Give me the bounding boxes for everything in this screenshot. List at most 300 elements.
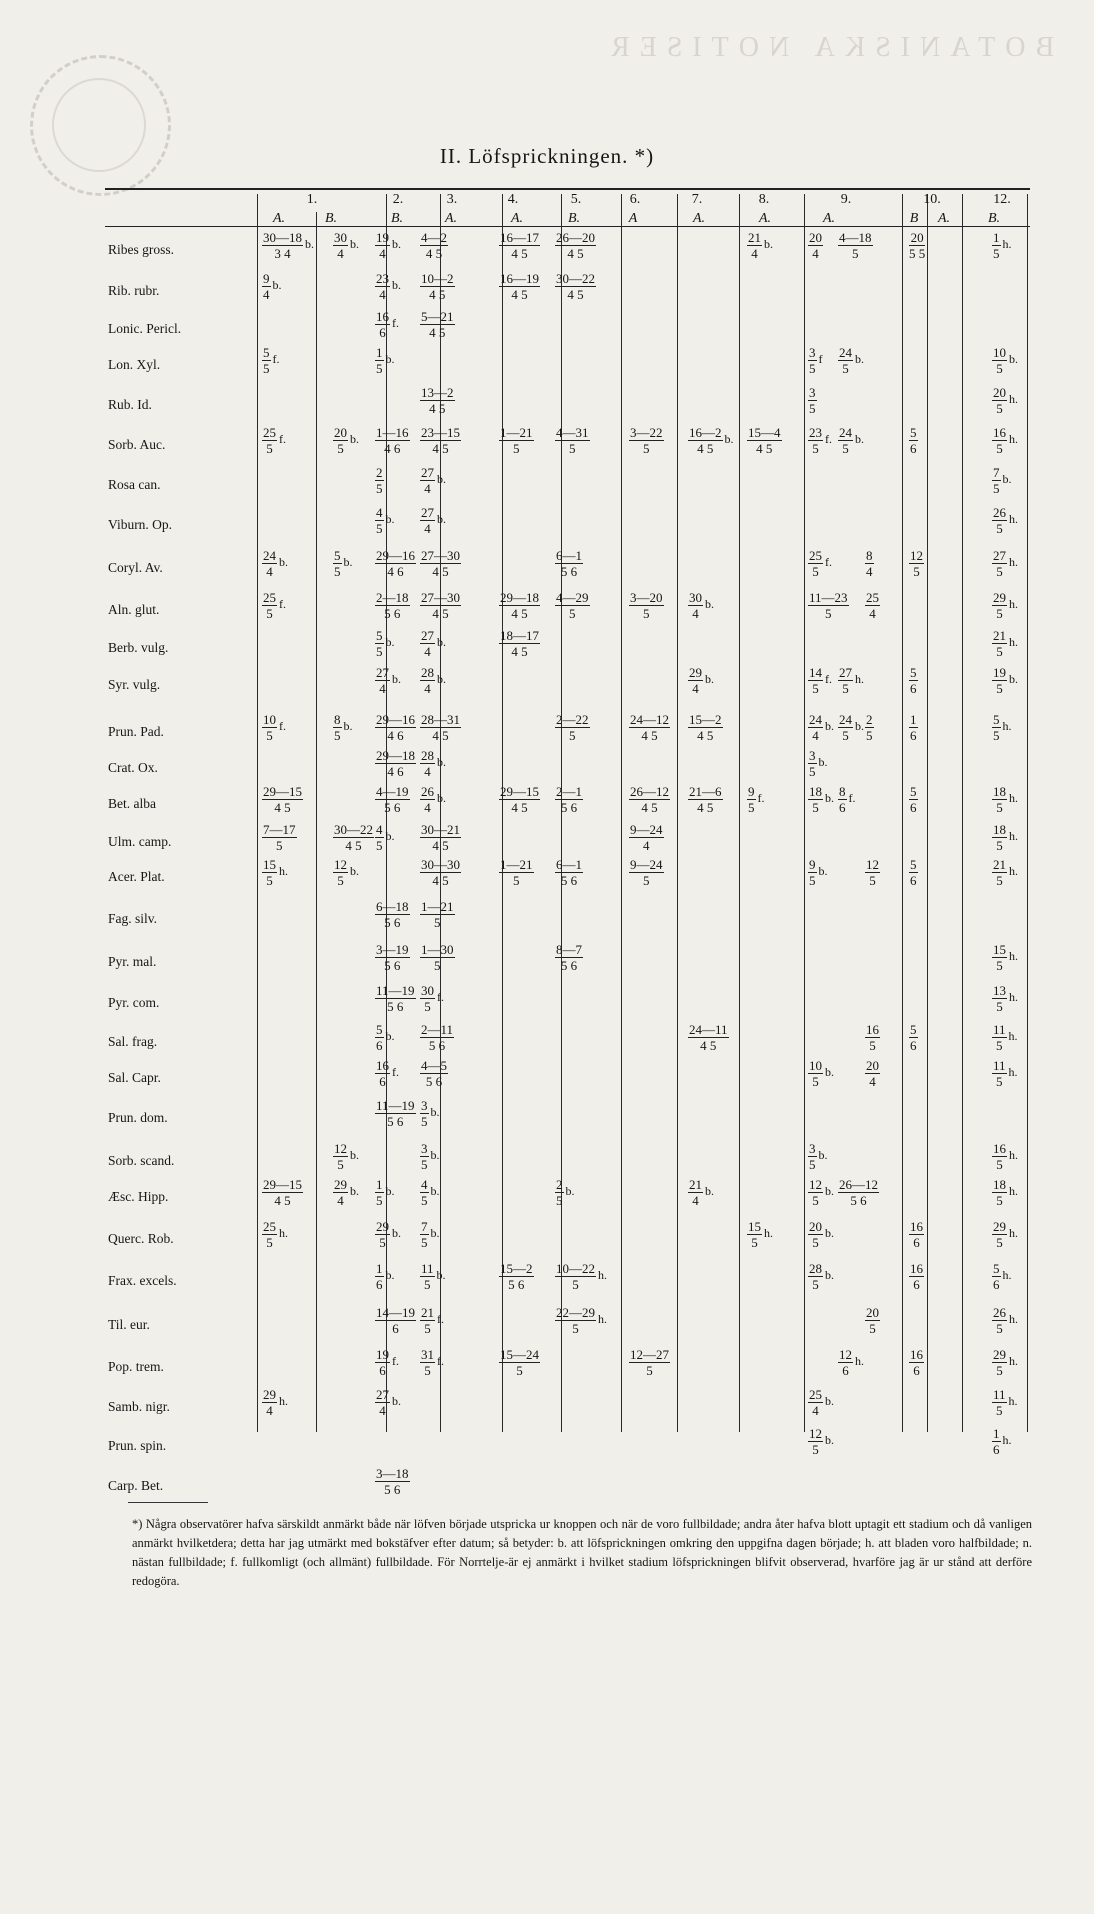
date-month: 5 <box>569 728 576 743</box>
date-month: 4 5 <box>700 1038 717 1053</box>
date-month: 4 <box>869 606 876 621</box>
date-fraction <box>992 1058 1018 1089</box>
date-day: 27 <box>421 628 434 643</box>
date-day: 24 <box>809 712 822 727</box>
species-label: Prun. spin. <box>108 1438 167 1453</box>
date-day: 8 <box>839 784 846 799</box>
stage-mark: b. <box>392 237 401 251</box>
date-month: 4 <box>266 1403 273 1418</box>
date-day: 9 <box>748 784 755 799</box>
date-day: 12 <box>809 1177 822 1192</box>
date-day: 6—1 <box>556 857 582 872</box>
date-month: 5 <box>434 915 441 930</box>
stage-mark: b. <box>437 791 446 805</box>
date-day: 14 <box>809 665 822 680</box>
stage-mark: f. <box>392 1354 399 1368</box>
date-month: 4 <box>424 521 431 536</box>
date-fraction <box>808 1219 834 1250</box>
column-rule <box>1027 194 1028 1432</box>
date-fraction <box>333 548 353 579</box>
stage-mark: h. <box>279 1226 288 1240</box>
date-day: 1 <box>376 1177 383 1192</box>
date-day: 29 <box>993 1219 1006 1234</box>
date-day: 27 <box>421 505 434 520</box>
date-day: 15—24 <box>500 1347 539 1362</box>
date-month: 6 <box>913 1235 920 1250</box>
date-day: 3—22 <box>630 425 663 440</box>
date-fraction <box>992 1347 1018 1378</box>
stage-mark: f. <box>272 352 280 366</box>
date-fraction <box>909 1219 924 1250</box>
column-number-header: 2. <box>392 192 404 207</box>
date-day: 4 <box>376 822 383 837</box>
date-fraction <box>808 665 832 696</box>
date-fraction <box>808 1058 834 1089</box>
date-day: 15—2 <box>689 712 722 727</box>
stage-mark: f. <box>825 432 832 446</box>
date-month: 4 <box>263 287 270 302</box>
date-month: 5 6 <box>384 915 401 930</box>
stage-mark: h. <box>764 1226 773 1240</box>
date-day: 15—4 <box>748 425 781 440</box>
species-label: Coryl. Av. <box>108 560 163 575</box>
date-day: 10 <box>993 345 1006 360</box>
date-fraction <box>629 712 670 743</box>
date-month: 4 5 <box>511 287 528 302</box>
date-day: 7—17 <box>263 822 296 837</box>
date-day: 20 <box>993 385 1006 400</box>
column-rule <box>677 194 678 1432</box>
date-month: 5 <box>376 361 383 376</box>
date-fraction <box>992 385 1018 416</box>
date-day: 26—12 <box>630 784 669 799</box>
date-month: 4 5 <box>511 800 528 815</box>
date-fraction <box>420 385 455 416</box>
date-month: 5 <box>643 441 650 456</box>
date-fraction <box>992 548 1018 579</box>
date-month: 5 5 <box>909 246 926 261</box>
date-month: 4 5 <box>697 728 714 743</box>
date-day: 29 <box>334 1177 347 1192</box>
date-day: 5 <box>910 425 917 440</box>
date-day: 26 <box>993 505 1006 520</box>
stage-mark: b. <box>385 635 395 649</box>
date-month: 4 5 <box>641 800 658 815</box>
stage-mark: f. <box>437 1354 444 1368</box>
date-fraction <box>375 628 395 659</box>
date-day: 12 <box>866 857 879 872</box>
date-day: 20 <box>910 230 924 245</box>
date-day: 1 <box>376 345 383 360</box>
date-day: 21 <box>689 1177 702 1192</box>
date-fraction <box>808 1141 828 1172</box>
date-month: 6 <box>910 681 917 696</box>
stage-mark: f. <box>757 791 765 805</box>
date-day: 8 <box>866 548 873 563</box>
date-day: 28 <box>809 1261 822 1276</box>
date-fraction <box>262 857 288 888</box>
date-day: 21—6 <box>689 784 722 799</box>
stage-mark: b. <box>430 1148 440 1162</box>
date-fraction <box>420 1098 440 1129</box>
column-rule <box>927 194 928 1432</box>
date-month: 5 6 <box>384 958 401 973</box>
column-rule <box>804 194 805 1432</box>
date-day: 26 <box>993 1305 1006 1320</box>
stage-mark: b. <box>1009 672 1018 686</box>
date-fraction <box>375 899 410 930</box>
date-month: 4 <box>692 1193 699 1208</box>
stage-mark: b. <box>350 1148 359 1162</box>
date-month: 5 <box>812 564 819 579</box>
date-month: 4 5 <box>432 564 449 579</box>
date-day: 29 <box>376 1219 389 1234</box>
stage-mark: f <box>818 352 823 366</box>
stage-mark: h. <box>1009 432 1018 446</box>
date-month: 4 5 <box>274 1193 291 1208</box>
species-label: Rosa can. <box>108 477 161 492</box>
stage-mark: h. <box>1009 864 1018 878</box>
date-fraction <box>375 665 401 696</box>
species-label: Pop. trem. <box>108 1359 164 1374</box>
date-day: 13 <box>993 983 1006 998</box>
column-number-header: 10. <box>923 192 941 207</box>
date-month: 4 5 <box>429 325 446 340</box>
date-month: 6 <box>913 1363 920 1378</box>
date-fraction <box>262 271 282 302</box>
date-month: 5 <box>869 1038 876 1053</box>
date-fraction <box>420 748 446 779</box>
date-month: 5 <box>812 1442 819 1457</box>
date-fraction <box>865 857 880 888</box>
date-month: 6 <box>910 800 917 815</box>
date-fraction <box>555 712 590 743</box>
species-label: Rib. rubr. <box>108 283 160 298</box>
date-fraction <box>555 784 583 815</box>
species-label: Querc. Rob. <box>108 1231 174 1246</box>
column-rule <box>739 194 740 1432</box>
date-month: 5 <box>809 361 816 376</box>
date-day: 2 <box>866 712 873 727</box>
date-month: 6 <box>379 1074 386 1089</box>
date-month: 5 <box>266 441 273 456</box>
date-day: 27 <box>993 548 1006 563</box>
date-day: 23—15 <box>421 425 460 440</box>
stage-mark: f. <box>279 719 286 733</box>
date-day: 16 <box>376 309 389 324</box>
column-letter-header: B <box>909 211 919 226</box>
date-month: 4 <box>266 564 273 579</box>
date-fraction <box>420 1177 440 1208</box>
date-day: 29—16 <box>376 548 415 563</box>
date-day: 21 <box>748 230 761 245</box>
date-fraction <box>420 1261 446 1292</box>
date-month: 5 <box>993 481 1000 496</box>
date-day: 11—23 <box>809 590 848 605</box>
date-month: 4 5 <box>567 287 584 302</box>
date-month: 4 <box>692 681 699 696</box>
date-fraction <box>909 857 918 888</box>
date-day: 29—18 <box>500 590 539 605</box>
stage-mark: h. <box>1009 1184 1018 1198</box>
date-fraction <box>992 628 1018 659</box>
date-day: 25 <box>809 548 822 563</box>
date-month: 4 5 <box>432 606 449 621</box>
date-month: 5 <box>809 1157 816 1172</box>
date-day: 26—20 <box>556 230 595 245</box>
footnote-rule <box>128 1502 208 1503</box>
date-month: 5 <box>996 1193 1003 1208</box>
date-fraction <box>992 822 1018 853</box>
date-month: 5 <box>421 1193 428 1208</box>
date-fraction <box>333 230 359 261</box>
date-fraction <box>420 1058 448 1089</box>
date-month: 5 <box>572 1277 579 1292</box>
stage-mark: b. <box>705 672 714 686</box>
date-fraction <box>333 857 359 888</box>
date-fraction <box>375 425 410 456</box>
species-label: Æsc. Hipp. <box>108 1189 169 1204</box>
date-fraction <box>909 230 925 261</box>
date-day: 10 <box>263 712 276 727</box>
date-day: 5—21 <box>421 309 454 324</box>
date-day: 1 <box>993 1426 1000 1441</box>
date-month: 5 <box>812 441 819 456</box>
date-fraction <box>865 590 880 621</box>
date-fraction <box>865 1305 880 1336</box>
date-day: 7 <box>993 465 1000 480</box>
date-day: 11—19 <box>376 1098 415 1113</box>
date-month: 5 <box>996 1363 1003 1378</box>
date-day: 10—2 <box>421 271 454 286</box>
date-fraction <box>992 1261 1012 1292</box>
date-month: 4 <box>812 728 819 743</box>
date-month: 4 <box>692 606 699 621</box>
species-label: Viburn. Op. <box>108 517 173 532</box>
date-day: 24—11 <box>689 1022 728 1037</box>
date-month: 5 <box>809 873 816 888</box>
bleed-through-text: BOTANISKA NOTISER <box>600 32 1054 63</box>
date-day: 29 <box>689 665 702 680</box>
date-fraction <box>333 712 353 743</box>
date-month: 5 <box>376 1193 383 1208</box>
date-day: 30—21 <box>421 822 460 837</box>
stage-mark: b. <box>1009 352 1018 366</box>
species-label: Ribes gross. <box>108 242 175 257</box>
column-rule <box>440 194 441 1432</box>
date-day: 5 <box>993 1261 1000 1276</box>
date-month: 5 <box>996 958 1003 973</box>
date-day: 20 <box>866 1305 879 1320</box>
date-fraction <box>838 425 864 456</box>
date-fraction <box>420 590 461 621</box>
page-title: II. Löfsprickningen. *) <box>439 144 655 168</box>
date-day: 10—22 <box>556 1261 595 1276</box>
date-day: 25 <box>263 1219 276 1234</box>
species-label: Rub. Id. <box>108 397 152 412</box>
date-day: 18 <box>993 822 1006 837</box>
stage-mark: b. <box>437 755 446 769</box>
date-month: 5 <box>751 1235 758 1250</box>
date-day: 2 <box>376 465 383 480</box>
date-fraction <box>499 1347 540 1378</box>
date-fraction <box>992 1387 1018 1418</box>
date-fraction <box>865 548 874 579</box>
column-letter-header: B. <box>390 211 404 226</box>
date-day: 5 <box>263 345 270 360</box>
date-month: 4 <box>751 246 758 261</box>
date-fraction <box>629 425 664 456</box>
date-fraction <box>909 784 918 815</box>
stage-mark: h. <box>1009 791 1018 805</box>
date-day: 3—20 <box>630 590 663 605</box>
date-month: 4 5 <box>511 246 528 261</box>
stage-mark: h. <box>1008 1029 1018 1043</box>
column-rule <box>902 194 903 1432</box>
date-day: 4—19 <box>376 784 409 799</box>
date-fraction <box>499 271 540 302</box>
date-day: 9 <box>809 857 816 872</box>
date-day: 2—22 <box>556 712 589 727</box>
date-month: 5 <box>993 728 1000 743</box>
stage-mark: b. <box>724 432 734 446</box>
date-fraction <box>555 1305 607 1336</box>
date-month: 4 5 <box>756 441 773 456</box>
date-fraction <box>375 345 395 376</box>
date-fraction <box>992 505 1018 536</box>
species-label: Ulm. camp. <box>108 834 172 849</box>
date-month: 4 <box>812 1403 819 1418</box>
date-day: 16 <box>866 1022 879 1037</box>
date-fraction <box>629 784 670 815</box>
date-fraction <box>992 590 1018 621</box>
date-fraction <box>808 230 823 261</box>
date-day: 16 <box>376 1058 389 1073</box>
date-fraction <box>420 712 461 743</box>
stage-mark: b. <box>305 237 314 251</box>
stage-mark: f. <box>848 791 856 805</box>
date-month: 4 <box>643 838 650 853</box>
date-day: 29 <box>263 1387 276 1402</box>
date-fraction <box>420 1141 440 1172</box>
date-fraction <box>747 1219 773 1250</box>
date-day: 7 <box>421 1219 428 1234</box>
date-month: 6 <box>993 1442 1000 1457</box>
date-day: 29—15 <box>500 784 539 799</box>
date-day: 4—5 <box>421 1058 447 1073</box>
date-fraction <box>992 942 1018 973</box>
species-label: Bet. alba <box>108 796 156 811</box>
date-day: 2—1 <box>556 784 582 799</box>
date-fraction <box>420 548 461 579</box>
date-day: 3 <box>809 1141 816 1156</box>
stage-mark: b. <box>818 755 828 769</box>
column-number-header: 6. <box>629 192 641 207</box>
date-fraction <box>838 345 864 376</box>
stage-mark: b. <box>343 719 353 733</box>
date-fraction <box>992 1177 1018 1208</box>
date-fraction <box>420 505 446 536</box>
date-month: 5 <box>996 564 1003 579</box>
date-fraction <box>499 590 540 621</box>
date-day: 25 <box>809 1387 822 1402</box>
date-day: 30 <box>421 983 434 998</box>
date-fraction <box>262 712 286 743</box>
date-month: 4 5 <box>432 873 449 888</box>
date-fraction <box>992 983 1018 1014</box>
date-fraction <box>499 1261 534 1292</box>
date-fraction <box>375 1177 395 1208</box>
date-day: 27 <box>839 665 852 680</box>
date-fraction <box>375 1305 416 1336</box>
date-fraction <box>333 822 374 853</box>
stage-mark: b. <box>818 864 828 878</box>
date-fraction <box>629 857 664 888</box>
date-fraction <box>375 712 416 743</box>
date-day: 24 <box>839 425 852 440</box>
species-label: Sorb. Auc. <box>108 437 166 452</box>
column-rule <box>316 212 317 1432</box>
date-fraction <box>555 1177 575 1208</box>
date-fraction <box>375 822 395 853</box>
stage-mark: b. <box>392 672 401 686</box>
date-month: 5 <box>996 1074 1003 1089</box>
stage-mark: b. <box>437 672 446 686</box>
stage-mark: b. <box>825 1394 834 1408</box>
date-month: 5 <box>913 564 920 579</box>
stage-mark: b. <box>437 512 446 526</box>
date-day: 15 <box>748 1219 761 1234</box>
stage-mark: f. <box>392 316 399 330</box>
date-month: 5 <box>266 873 273 888</box>
date-month: 5 <box>276 838 283 853</box>
stage-mark: h. <box>1009 392 1018 406</box>
date-month: 4 5 <box>429 287 446 302</box>
date-month: 4 5 <box>432 441 449 456</box>
date-fraction <box>688 784 723 815</box>
column-rule <box>621 194 622 1432</box>
date-day: 18 <box>993 784 1006 799</box>
date-month: 4 6 <box>384 441 401 456</box>
date-fraction <box>262 425 286 456</box>
date-fraction <box>499 628 540 659</box>
date-month: 5 <box>812 1277 819 1292</box>
date-fraction <box>375 309 399 340</box>
date-month: 4 <box>866 564 873 579</box>
date-day: 25 <box>263 425 276 440</box>
date-fraction <box>808 784 834 815</box>
date-fraction <box>262 345 280 376</box>
date-fraction <box>499 425 534 456</box>
stage-mark: h. <box>279 864 288 878</box>
column-letter-header: B. <box>987 211 1001 226</box>
date-month: 4 <box>424 644 431 659</box>
date-day: 3 <box>421 1098 428 1113</box>
date-month: 5 <box>421 1235 428 1250</box>
date-month: 5 6 <box>384 606 401 621</box>
column-number-header: 8. <box>758 192 770 207</box>
date-day: 14—19 <box>376 1305 415 1320</box>
date-day: 12 <box>910 548 923 563</box>
date-day: 2 <box>556 1177 563 1192</box>
date-fraction <box>499 230 540 261</box>
column-letter-header: A. <box>758 211 772 226</box>
date-fraction <box>420 857 461 888</box>
date-day: 18—17 <box>500 628 539 643</box>
date-month: 4 5 <box>697 441 714 456</box>
stage-mark: h. <box>1002 719 1012 733</box>
date-month: 5 <box>812 800 819 815</box>
